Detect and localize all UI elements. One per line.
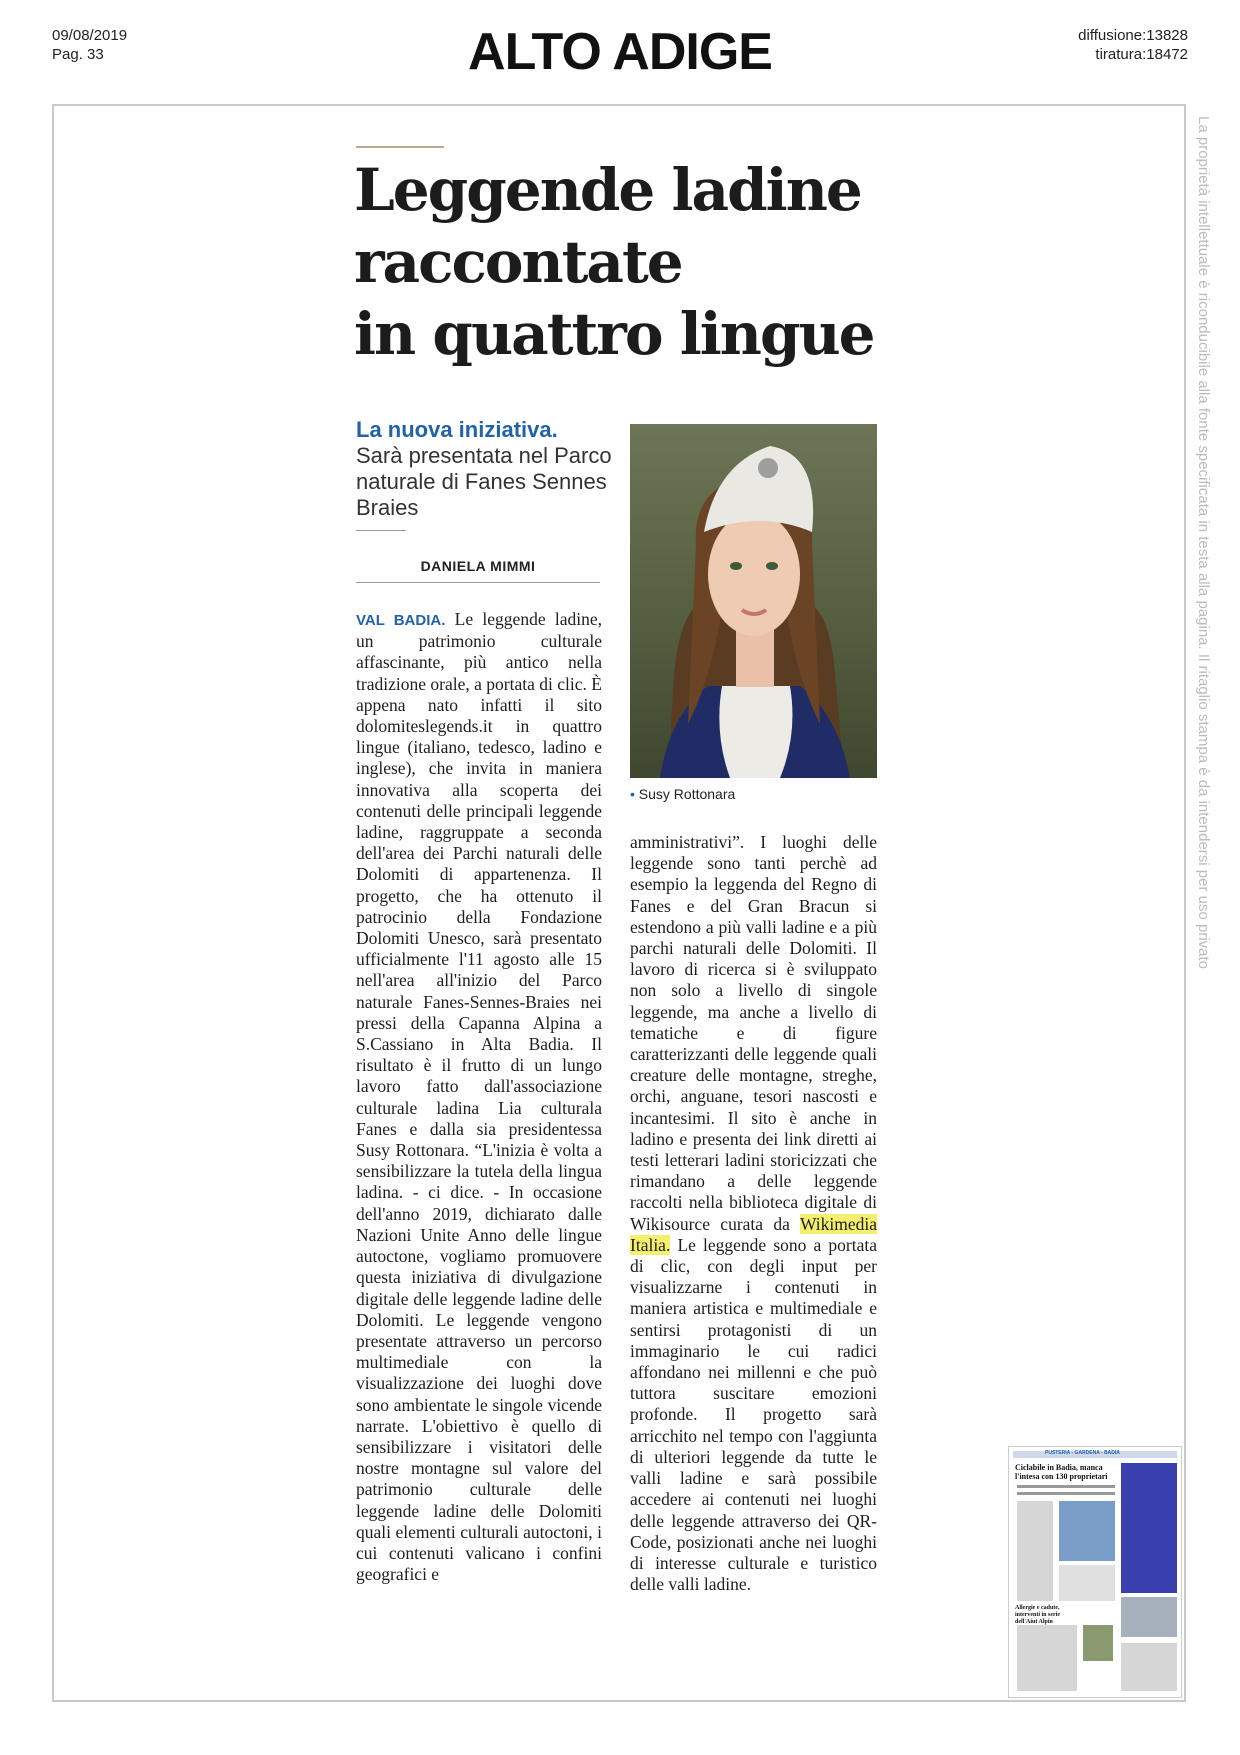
photo-caption: [630, 786, 735, 802]
subhead-rule: [356, 530, 406, 531]
thumbnail-layout: [1009, 1447, 1181, 1697]
highlighted-text: Wikimedia Italia.: [630, 1213, 877, 1255]
subhead-text: Sarà presentata nel Parco naturale di Fanes Sennes Braies: [356, 443, 612, 520]
article-column-2: [630, 832, 877, 1650]
portrait-illustration: [630, 424, 877, 778]
headline-line: Leggende ladine: [354, 156, 861, 224]
caption-text: Susy Rottonara: [638, 786, 736, 802]
subhead-kicker: La nuova iniziativa.: [356, 417, 558, 442]
masthead-logo: ALTO ADIGE: [468, 23, 772, 81]
page-thumbnail: [1008, 1446, 1182, 1698]
headline-line: in quattro lingue: [354, 300, 874, 368]
headline-line: raccontate: [354, 228, 682, 296]
dateline: VAL BADIA.: [356, 612, 446, 629]
byline: DANIELA MIMMI: [420, 558, 536, 574]
portrait-photo: [630, 424, 877, 778]
headline: [354, 154, 874, 370]
subheadline: [356, 417, 616, 521]
copyright-text: La proprietà intellettuale è riconducibile alla fonte specificata in testa alla pagina. Il ritaglio stampa è da intendersi per uso privato: [1195, 116, 1212, 970]
print-run: tiratura:18472: [1095, 46, 1188, 63]
thumbnail-headline: Ciclabile in Badia, manca l'intesa con 130 proprietari: [1015, 1463, 1108, 1481]
issue-date: 09/08/2019: [52, 27, 128, 44]
column-2-text-before: amministrativi”. I luoghi delle leggende sono tanti perchè ad esempio la leggenda del Regno di Fanes e del Gran Bracun si estendono a più valli ladine e a più parchi naturali delle Dolomiti. Il lavoro di ricerca si è sviluppato non solo a livello di singole leggende, ma anche a livello di tematiche e di figure caratterizzanti delle leggende quali creature delle montagne, streghe, orchi, anguane, tesori nascosti e incantesimi. Il sito è anche in ladino e presenta dei link diretti ai testi letterari ladini storicizzati che rimandano a delle leggende raccolti nella biblioteca digitale di Wikisource curata da: [630, 832, 877, 1234]
circulation: diffusione:13828: [1078, 27, 1188, 44]
byline-rule: [356, 582, 600, 583]
thumbnail-secondary-headline: Allergie e cadute, interventi in serie dell'Aiut Alpin: [1015, 1605, 1060, 1625]
bullet-icon: •: [630, 786, 635, 802]
headline-rule: [356, 146, 444, 148]
column-1-text: Le leggende ladine, un patrimonio culturale affascinante, più antico nella tradizione orale, a portata di clic. È appena nato infatti il sito dolomiteslegends.it in quattro lingue (italiano, tedesco, ladino e inglese), che invita in maniera innovativa alla scoperta dei contenuti delle principali leggende ladine, raggruppate a seconda dell'area dei Parchi naturali delle Dolomiti di appartenenza. Il progetto, che ha ottenuto il patrocinio della Fondazione Dolomiti Unesco, sarà presentato ufficialmente l'11 agosto alle 15 nell'area all'inizio del Parco naturale Fanes-Sennes-Braies nei pressi della Capanna Alpina a S.Cassiano in Alta Badia. Il risultato è il frutto di un lungo lavoro fatto dall'associazione culturale ladina Lia culturala Fanes e dalla sia presidentessa Susy Rottonara. “L'inizia è volta a sensibilizzare la tutela della lingua ladina. - ci dice. - In occasione dell'anno 2019, dichiarato dalle Nazioni Unite Anno delle lingue autoctone, vogliamo promuovere questa iniziativa di divulgazione digitale delle leggende ladine delle Dolomiti. Le leggende vengono presentate attraverso un percorso multimediale con la visualizzazione dei luoghi dove sono ambientate le singole vicende narrate. L'obiettivo è quello di sensibilizzare i visitatori delle nostre montagne sul valore del patrimonio culturale delle leggende ladine delle Dolomiti quali elementi culturali autoctoni, i cui contenuti valicano i confini geografici e: [356, 609, 603, 1585]
page-number: Pag. 33: [52, 46, 104, 63]
copyright-note: [1188, 116, 1212, 1076]
article-column-1: [356, 609, 602, 1649]
column-2-text-after: Le leggende sono a portata di clic, con degli input per visualizzarne i contenuti in maniera artistica e multimediale e sentirsi protagonisti di un immaginario le cui radici affondano nei millenni e che può tuttora suscitare emozioni profonde. Il progetto sarà arricchito nel tempo con l'aggiunta di ulteriori leggende da tutte le valli ladine e sarà possibile accedere ai contenuti nei luoghi delle leggende attraverso dei QR-Code, posizionati anche nei luoghi di interesse culturale e turistico delle valli ladine.: [630, 1234, 877, 1595]
thumbnail-section: PUSTERIA - GARDENA - BADIA: [1045, 1450, 1120, 1456]
page-header-right: [1078, 26, 1188, 64]
